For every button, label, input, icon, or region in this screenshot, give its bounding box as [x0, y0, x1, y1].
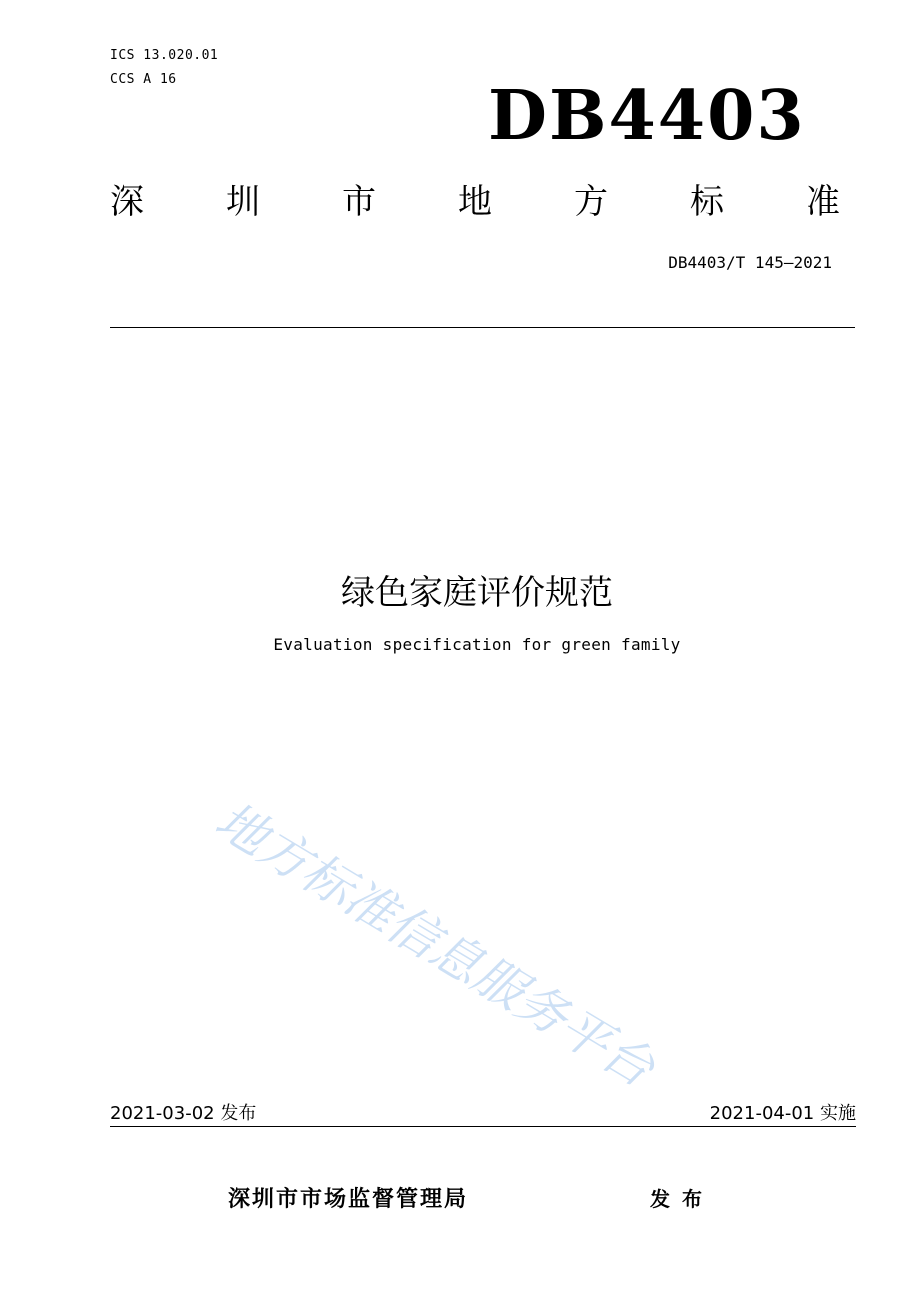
watermark: 地方标准信息服务平台: [205, 790, 665, 1099]
issuing-authority: 深圳市市场监督管理局: [228, 1187, 469, 1212]
ccs-code: CCS A 16: [110, 72, 177, 87]
issue-date: 2021-03-02 发布: [110, 1103, 257, 1124]
db-code-title: DB4403: [488, 76, 806, 156]
document-title-zh: 绿色家庭评价规范: [341, 573, 613, 613]
bottom-divider: [110, 1126, 856, 1127]
standard-type-char: 圳: [226, 182, 260, 222]
standard-type-char: 方: [574, 182, 608, 222]
top-divider: [110, 327, 855, 328]
standard-type-char: 地: [458, 182, 492, 222]
ics-code: ICS 13.020.01: [110, 48, 219, 63]
standard-type-char: 准: [806, 182, 840, 222]
standard-type-heading: [110, 178, 840, 226]
document-title-en: Evaluation specification for green family: [273, 635, 681, 654]
standard-type-char: 市: [342, 182, 376, 222]
implementation-date: 2021-04-01 实施: [709, 1103, 856, 1124]
standard-type-char: 标: [690, 182, 724, 222]
standard-type-char: 深: [110, 182, 144, 222]
standard-number: DB4403/T 145—2021: [668, 253, 832, 272]
issue-label: 发布: [650, 1187, 714, 1211]
